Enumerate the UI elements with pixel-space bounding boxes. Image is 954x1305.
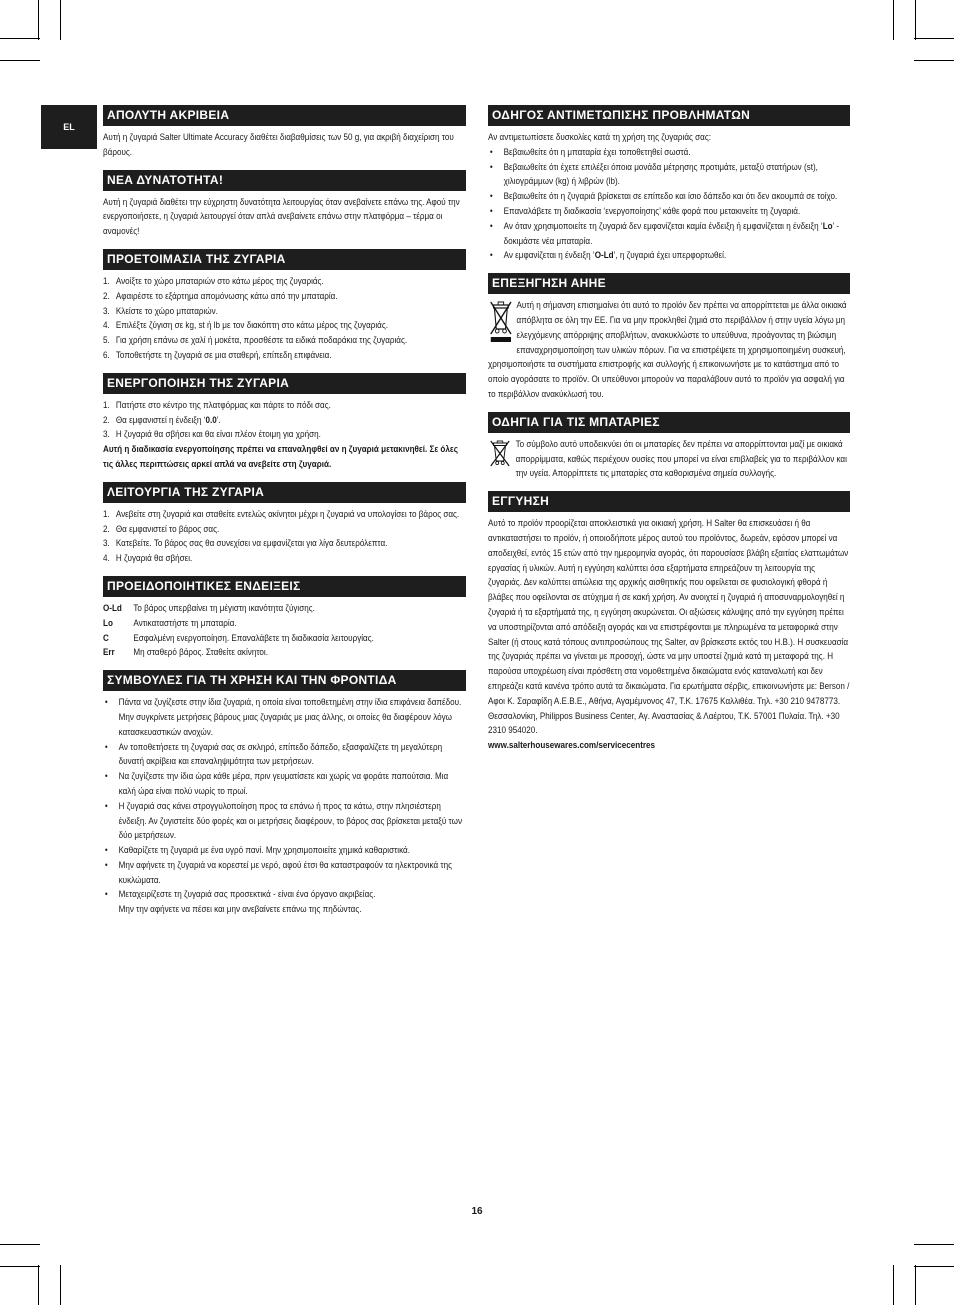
list-item: • Πάντα να ζυγίζεστε στην ίδια ζυγαριά, η οποία είναι τοποθετημένη στην ίδια επιφάνεια δαπέδου. Μην συγκρίνετε μετρήσεις βάρους μιας ζυγαριάς με μιας άλλης, οι οποίες θα διαφέρουν λόγω κατασκευαστικών ανοχών.: [104, 697, 462, 737]
section-warning-indications: [103, 576, 466, 660]
section-warranty: [488, 491, 850, 753]
crossed-bin-icon: [488, 299, 514, 345]
list-item: 1. Ανοίξτε το χώρο μπαταριών στο κάτω μέρος της ζυγαριάς.: [103, 275, 324, 286]
list-item: • Βεβαιωθείτε ότι η ζυγαριά βρίσκεται σε επίπεδο και ίσιο δάπεδο και ότι δεν ακουμπά σε τοίχο.: [489, 191, 838, 202]
list-item: 1. Ανεβείτε στη ζυγαριά και σταθείτε εντελώς ακίνητοι μέχρι η ζυγαριά να υπολογίσει το βάρος σας.: [103, 508, 460, 519]
section-operation: [103, 482, 466, 566]
crossed-bin-icon: [488, 439, 512, 467]
list-item: 2. Θα εμφανιστεί η ένδειξη ‘0.0’.: [103, 414, 221, 425]
section-heading: ΟΔΗΓΟΣ ΑΝΤΙΜΕΤΩΠΙΣΗΣ ΠΡΟΒΛΗΜΑΤΩΝ: [488, 105, 850, 126]
list-item: • Επαναλάβετε τη διαδικασία ‘ενεργοποίησης’ κάθε φορά που μετακινείτε τη ζυγαριά.: [489, 205, 801, 216]
section-heading: ΣΥΜΒΟΥΛΕΣ ΓΙΑ ΤΗ ΧΡΗΣΗ ΚΑΙ ΤΗΝ ΦΡΟΝΤΙΔΑ: [103, 670, 466, 691]
section-weee: [488, 273, 850, 402]
section-heading: ΠΡΟΕΙΔΟΠΟΙΗΤΙΚΕΣ ΕΝΔΕΙΞΕΙΣ: [103, 576, 466, 597]
crop-mark: [914, 1266, 954, 1267]
crop-mark: [0, 38, 40, 39]
list-item: 1. Πατήστε στο κέντρο της πλατφόρμας και πάρτε το πόδι σας.: [103, 399, 331, 410]
crop-mark: [0, 60, 40, 61]
section-heading: ΕΠΕΞΗΓΗΣΗ ΑΗΗΕ: [488, 273, 850, 294]
section-text: Το σύμβολο αυτό υποδεικνύει ότι οι μπαταρίες δεν πρέπει να απορρίπτονται μαζί με οικιακά απορρίμματα, καθώς περιέχουν ουσίες που μπορεί να είναι επιβλαβείς για το περιβάλλον και την υγεία. Απορρίπτετε τις μπαταρίες στα καθορισμένα σημεία συλλογής.: [515, 438, 847, 479]
indication-row: O-Ld Το βάρος υπερβαίνει τη μέγιστη ικανότητα ζύγισης.: [103, 602, 315, 613]
crop-mark: [38, 1265, 39, 1305]
list-item: • Να ζυγίζεστε την ίδια ώρα κάθε μέρα, πριν γευματίσετε και χωρίς να φοράτε παπούτσια. Μια καλή ώρα είναι πολύ νωρίς το πρωί.: [104, 771, 449, 796]
section-new-feature: [103, 170, 466, 239]
list-item: 3. Η ζυγαριά θα σβήσει και θα είναι πλέον έτοιμη για χρήση.: [103, 429, 321, 440]
crop-mark: [893, 0, 894, 40]
crop-mark: [60, 1265, 61, 1305]
list-item: • Αν τοποθετήσετε τη ζυγαριά σας σε σκληρό, επίπεδο δάπεδο, εξασφαλίζετε τη μεγαλύτερη δυνατή ακρίβεια και επαναληψιμότητα των μετρήσεων.: [104, 741, 443, 767]
list-item: • Καθαρίζετε τη ζυγαριά με ένα υγρό πανί. Μην χρησιμοποιείτε χημικά καθαριστικά.: [104, 845, 410, 856]
list-item: • Βεβαιωθείτε ότι η μπαταρία έχει τοποθετηθεί σωστά.: [489, 146, 691, 157]
section-preparation: [103, 249, 466, 363]
crop-mark: [914, 60, 954, 61]
list-item: 2. Αφαιρέστε το εξάρτημα απομόνωσης κάτω από την μπαταρία.: [103, 290, 338, 301]
list-item: • Μεταχειρίζεστε τη ζυγαριά σας προσεκτικά - είναι ένα όργανο ακριβείας. Μην την αφήνετε να πέσει και μην ανεβαίνετε επάνω της πηδώντας.: [104, 889, 376, 915]
service-centres-link[interactable]: www.salterhousewares.com/servicecentres: [488, 740, 656, 751]
section-text: Αυτή η σήμανση επισημαίνει ότι αυτό το προϊόν δεν πρέπει να απορρίπτεται με άλλα οικιακά απόβλητα σε όλη την ΕΕ. Για να μην προκληθεί ζημιά στο περιβάλλον ή στην υγεία λόγω μη ελεγχόμενης απόρριψης αποβλήτων, ανακυκλώστε το υπεύθυνα, προάγοντας τη βιώσιμη επαναχρησιμοποίηση των υλικών πόρων. Για να επιστρέψετε τη χρησιμοποιημένη συσκευή, χρησιμοποιήστε τα συστήματα επιστροφής και συλλογής ή επικοινωνήστε με το κατάστημα από το οποίο αγοράσατε το προϊόν. Οι υπεύθυνοι μπορούν να παραλάβουν αυτό το προϊόν για ασφαλή για το περιβάλλον ανακύκλωσή του.: [488, 300, 847, 399]
list-item: • Αν εμφανίζεται η ένδειξη ‘O-Ld’, η ζυγαριά έχει υπερφορτωθεί.: [489, 250, 727, 261]
crop-mark: [914, 38, 954, 39]
list-item: 5. Για χρήση επάνω σε χαλί ή μοκέτα, προσθέστε τα ειδικά ποδαράκια της ζυγαριάς.: [103, 335, 408, 346]
crop-mark: [914, 1244, 954, 1245]
crop-mark: [915, 0, 916, 40]
left-column: [103, 105, 466, 927]
right-column: [488, 105, 850, 763]
list-item: 4. Η ζυγαριά θα σβήσει.: [103, 553, 193, 564]
section-heading: ΕΝΕΡΓΟΠΟΙΗΣΗ ΤΗΣ ΖΥΓΑΡΙΑ: [103, 373, 466, 394]
section-heading: ΠΡΟΕΤΟΙΜΑΣΙΑ ΤΗΣ ΖΥΓΑΡΙΑ: [103, 249, 466, 270]
crop-mark: [38, 0, 39, 40]
crop-mark: [893, 1265, 894, 1305]
section-heading: ΝΕΑ ΔΥΝΑΤΟΤΗΤΑ!: [103, 170, 466, 191]
list-item: 4. Επιλέξτε ζύγιση σε kg, st ή lb με τον διακόπτη στο κάτω μέρος της ζυγαριάς.: [103, 320, 388, 331]
section-text: Αυτή η ζυγαριά διαθέτει την εύχρηστη δυνατότητα λειτουργίας όταν ανεβαίνετε επάνω της. Αφού την ενεργοποιήσετε, η ζυγαριά λειτουργεί όταν απλά ανεβαίνετε επάνω στην πλατφόρμα – τέρμα οι αναμονές!: [103, 196, 460, 237]
list-item: 3. Κλείστε το χώρο μπαταριών.: [103, 305, 218, 316]
list-item: • Βεβαιωθείτε ότι έχετε επιλέξει όποια μονάδα μέτρησης προτιμάτε, μεταξύ στατήρων (st), χιλιογράμμων (kg) ή λιβρών (lb).: [489, 161, 818, 187]
language-tab: [41, 105, 97, 149]
section-batteries: [488, 412, 850, 481]
section-accuracy: [103, 105, 466, 160]
list-item: 2. Θα εμφανιστεί το βάρος σας.: [103, 523, 220, 534]
section-heading: ΟΔΗΓΙΑ ΓΙΑ ΤΙΣ ΜΠΑΤΑΡΙΕΣ: [488, 412, 850, 433]
section-heading: ΛΕΙΤΟΥΡΓΙΑ ΤΗΣ ΖΥΓΑΡΙΑ: [103, 482, 466, 503]
list-item: 3. Κατεβείτε. Το βάρος σας θα συνεχίσει να εμφανίζεται για λίγα δευτερόλεπτα.: [103, 538, 388, 549]
list-item: • Μην αφήνετε τη ζυγαριά να κορεστεί με νερό, αφού έτσι θα καταστραφούν τα ηλεκτρονικά της κυκλώματα.: [104, 859, 452, 885]
list-item: 6. Τοποθετήστε τη ζυγαριά σε μια σταθερή, επίπεδη επιφάνεια.: [103, 349, 332, 360]
crop-mark: [0, 1244, 40, 1245]
section-text: Αυτή η ζυγαριά Salter Ultimate Accuracy διαθέτει διαβαθμίσεις των 50 g, για ακριβή διαχείριση του βάρους.: [103, 132, 454, 157]
indication-row: Err Μη σταθερό βάρος. Σταθείτε ακίνητοι.: [103, 647, 268, 658]
section-text: Αυτό το προϊόν προορίζεται αποκλειστικά για οικιακή χρήση. Η Salter θα επισκευάσει ή θα αντικαταστήσει το προϊόν, ή οποιοδήποτε μέρος αυτού του προϊόντος, δωρεάν, εφόσον μπορεί να αποδειχθεί, εντός 15 ετών από την ημερομηνία αγοράς, ότι παρουσίασε βλάβη εξαιτίας ελαττωμάτων εργασίας ή υλικών. Αυτή η εγγύηση καλύπτει όσα εξαρτήματα επηρεάζουν τη λειτουργία της ζυγαριάς. Δεν καλύπτει απώλεια της αρχικής αισθητικής που οφείλεται σε φυσιολογική φθορά ή βλάβες που οφείλονται σε ατύχημα ή σε κακή χρήση. Αν ανοιχτεί η ζυγαριά ή αποσυναρμολογηθεί η ζυγαριά ή τα εξαρτήματά της, η εγγύηση ακυρώνεται. Οι αξιώσεις κάλυψης από την εγγύηση πρέπει να υποστηρίζονται από απόδειξη αγοράς και να επιστρέφονται με πληρωμένα τα μεταφορικά στην Salter (ή στους κατά τόπους αντιπροσώπους της Salter, αν βρίσκεστε εκτός του Η.Β.). Η συσκευασία της ζυγαριάς πρέπει να γίνεται με προσοχή, ώστε να μην υποστεί ζημιά κατά τη μεταφορά της. Η παρούσα υποχρέωση είναι πρόσθετη στα νομοθετημένα δικαιώματα ενός καταναλωτή και δεν επηρεάζει κατά κανένα τρόπο αυτά τα δικαιώματα. Για ερωτήματα σέρβις, επικοινωνήστε με: Berson / Αφοι Κ. Σαραφίδη Α.Ε.Β.Ε., Αθήνα, Αγαμέμνονος 47, Τ.Κ. 17675 Καλλιθέα. Τηλ. +30 210 9478773. Θεσσαλονίκη, Philippos Business Center, Αγ. Αναστασίας & Λαέρτου, Τ.Κ. 57001 Πυλαία. Τηλ. +30 2310 954020.: [488, 518, 850, 736]
section-tips: [103, 670, 466, 917]
crop-mark: [60, 0, 61, 40]
section-troubleshooting: [488, 105, 850, 263]
activation-note: Αυτή η διαδικασία ενεργοποίησης πρέπει να επαναληφθεί αν η ζυγαριά μετακινηθεί. Σε όλες τις άλλες περιπτώσεις αρκεί απλά να ανεβείτε στη ζυγαριά.: [103, 444, 458, 469]
crop-mark: [0, 1266, 40, 1267]
language-tab-label: EL: [63, 122, 75, 132]
indication-row: Lo Αντικαταστήστε τη μπαταρία.: [103, 617, 237, 628]
page-number: 16: [471, 1206, 483, 1217]
list-item: • Αν όταν χρησιμοποιείτε τη ζυγαριά δεν εμφανίζεται καμία ένδειξη ή εμφανίζεται η ένδειξη ‘Lo’ - δοκιμάστε νέα μπαταρία.: [489, 220, 840, 246]
list-item: • Η ζυγαριά σας κάνει στρογγυλοποίηση προς τα επάνω ή προς τα κάτω, στην πλησιέστερη ένδειξη. Αν ζυγιστείτε δύο φορές και οι μετρήσεις διαφέρουν, το βάρος σας βρίσκεται μεταξύ των δύο μετρήσεων.: [104, 800, 463, 841]
section-text: Αν αντιμετωπίσετε δυσκολίες κατά τη χρήση της ζυγαριάς σας:: [488, 132, 711, 142]
section-activation: [103, 373, 466, 472]
section-heading: ΕΓΓΥΗΣΗ: [488, 491, 850, 512]
crop-mark: [915, 1265, 916, 1305]
section-heading: ΑΠΟΛΥΤΗ ΑΚΡΙΒΕΙΑ: [103, 105, 466, 126]
indication-row: C Εσφαλμένη ενεργοποίηση. Επαναλάβετε τη διαδικασία λειτουργίας.: [103, 632, 374, 643]
